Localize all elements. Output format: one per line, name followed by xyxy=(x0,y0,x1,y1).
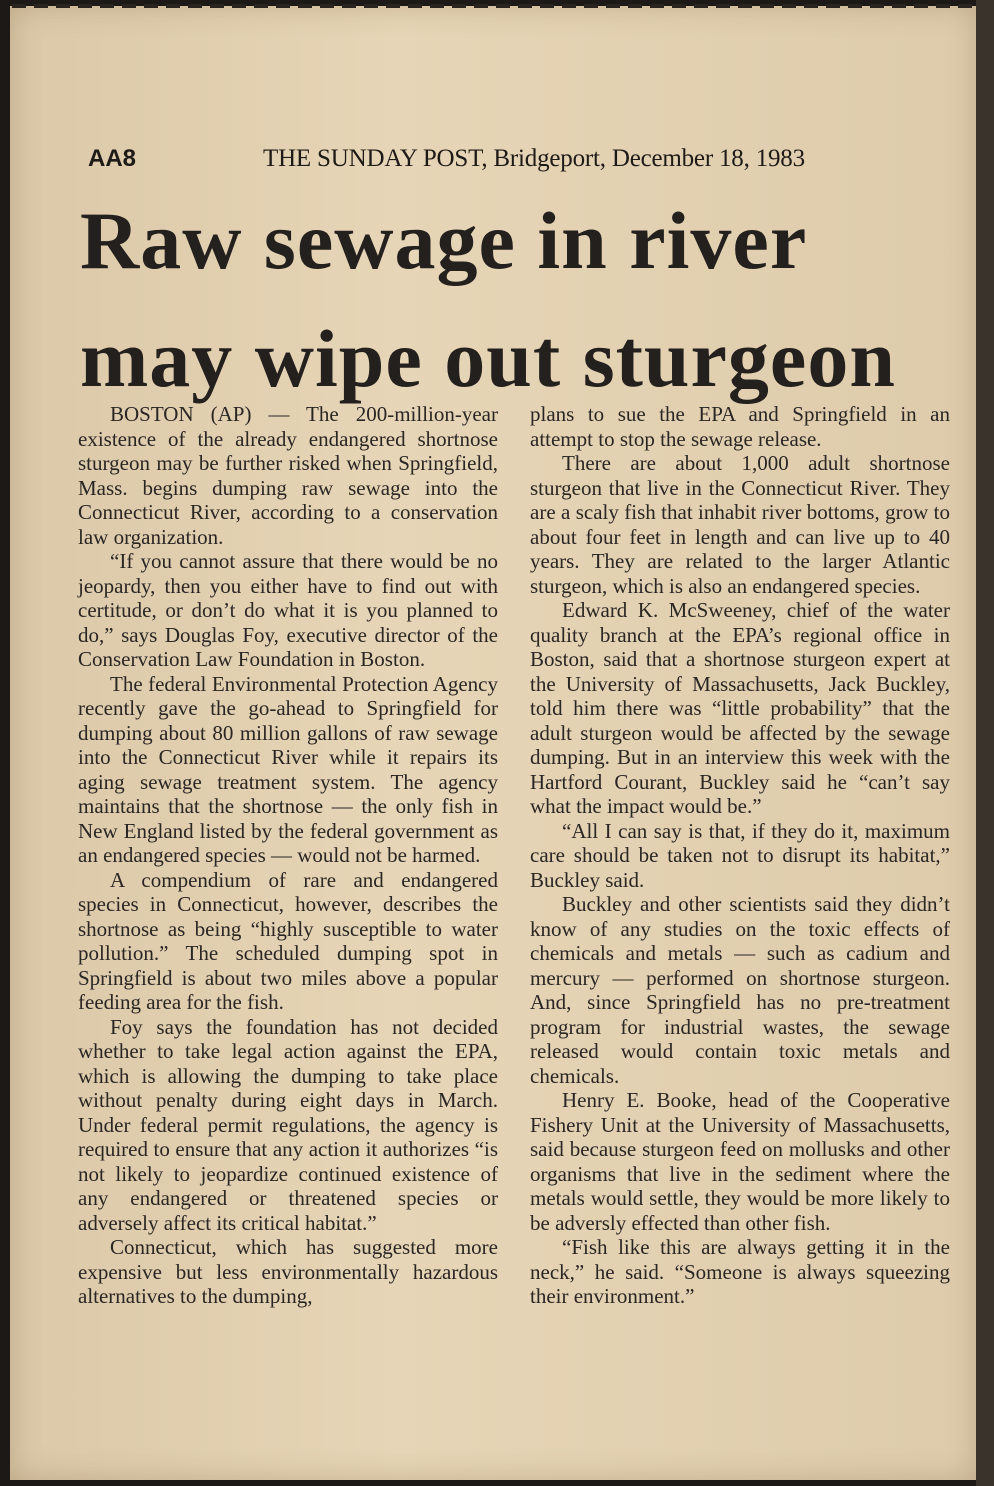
paragraph: Foy says the foundation has not decided whether to take legal action against the EPA, which is allowing the dumping to take place without penalty during eight days in March. Under federal permit regulations, the agency is required to ensure that any action it authorizes “is not likely to jeopardize continued existence of any endangered or threatened species or adversely affect its critical habitat.” xyxy=(78,1014,498,1235)
paragraph: Henry E. Booke, head of the Cooperative Fishery Unit at the University of Massachusetts, said because sturgeon feed on mollusks and other organisms that live in the sediment where the metals would settle, they would be more likely to be adversly effected than other fish. xyxy=(530,1088,950,1235)
paper-dateline: THE SUNDAY POST, Bridgeport, December 18, 1983 xyxy=(263,145,805,172)
folio-line xyxy=(88,145,888,175)
paragraph: “All I can say is that, if they do it, maximum care should be taken not to disrupt its habitat,” Buckley said. xyxy=(530,818,950,892)
paragraph: plans to sue the EPA and Springfield in an attempt to stop the sewage release. xyxy=(530,402,950,451)
paragraph: Connecticut, which has suggested more expensive but less environmentally hazardous alternatives to the dumping, xyxy=(78,1235,498,1308)
paragraph: BOSTON (AP) — The 200-million-year existence of the already endangered shortnose sturgeon may be further risked when Springfield, Mass. begins dumping raw sewage into the Connecticut River, according to a conservation law organization. xyxy=(78,402,498,549)
article-column-right xyxy=(530,402,950,1309)
headline xyxy=(80,182,960,418)
paragraph: “If you cannot assure that there would be no jeopardy, then you either have to find out with certitude, or don’t do what it is you planned to do,” says Douglas Foy, executive director of the Conservation Law Foundation in Boston. xyxy=(78,549,498,671)
cut-edge xyxy=(12,4,972,8)
article-column-left xyxy=(78,402,498,1309)
paragraph: Edward K. McSweeney, chief of the water quality branch at the EPA’s regional office in Boston, said that a shortnose sturgeon expert at the University of Massachusetts, Jack Buckley, told him there was “little probability” that the adult sturgeon would be affected by the sewage dumping. But in an interview this week with the Hartford Courant, Buckley said he “can’t say what the impact would be.” xyxy=(530,598,950,818)
background-edge xyxy=(976,0,994,1486)
headline-line-1: Raw sewage in river xyxy=(80,195,808,286)
paragraph: There are about 1,000 adult shortnose sturgeon that live in the Connecticut River. They are a scaly fish that inhabit river bottoms, grow to about four feet in length and can live up to 40 years. They are related to the larger Atlantic sturgeon, which is also an endangered species. xyxy=(530,451,950,598)
paragraph: Buckley and other scientists said they didn’t know of any studies on the toxic effects of chemicals and metals — such as cadium and mercury — performed on shortnose sturgeon. And, since Springfield has no pre-treatment program for industrial wastes, the sewage released would contain toxic metals and chemicals. xyxy=(530,892,950,1088)
paragraph: “Fish like this are always getting it in the neck,” he said. “Someone is always squeezing their environment.” xyxy=(530,1235,950,1308)
paragraph: The federal Environmental Protection Agency recently gave the go-ahead to Springfield for dumping about 80 million gallons of raw sewage into the Connecticut River while it repairs its aging sewage treatment system. The agency maintains that the shortnose — the only fish in New England listed by the federal government as an endangered species — would not be harmed. xyxy=(78,671,498,867)
paragraph: A compendium of rare and endangered species in Connecticut, however, describes the shortnose as being “highly susceptible to water pollution.” The scheduled dumping spot in Springfield is about two miles above a popular feeding area for the fish. xyxy=(78,867,498,1014)
headline-line-2: may wipe out sturgeon xyxy=(80,313,896,404)
page-number: AA8 xyxy=(88,145,137,172)
